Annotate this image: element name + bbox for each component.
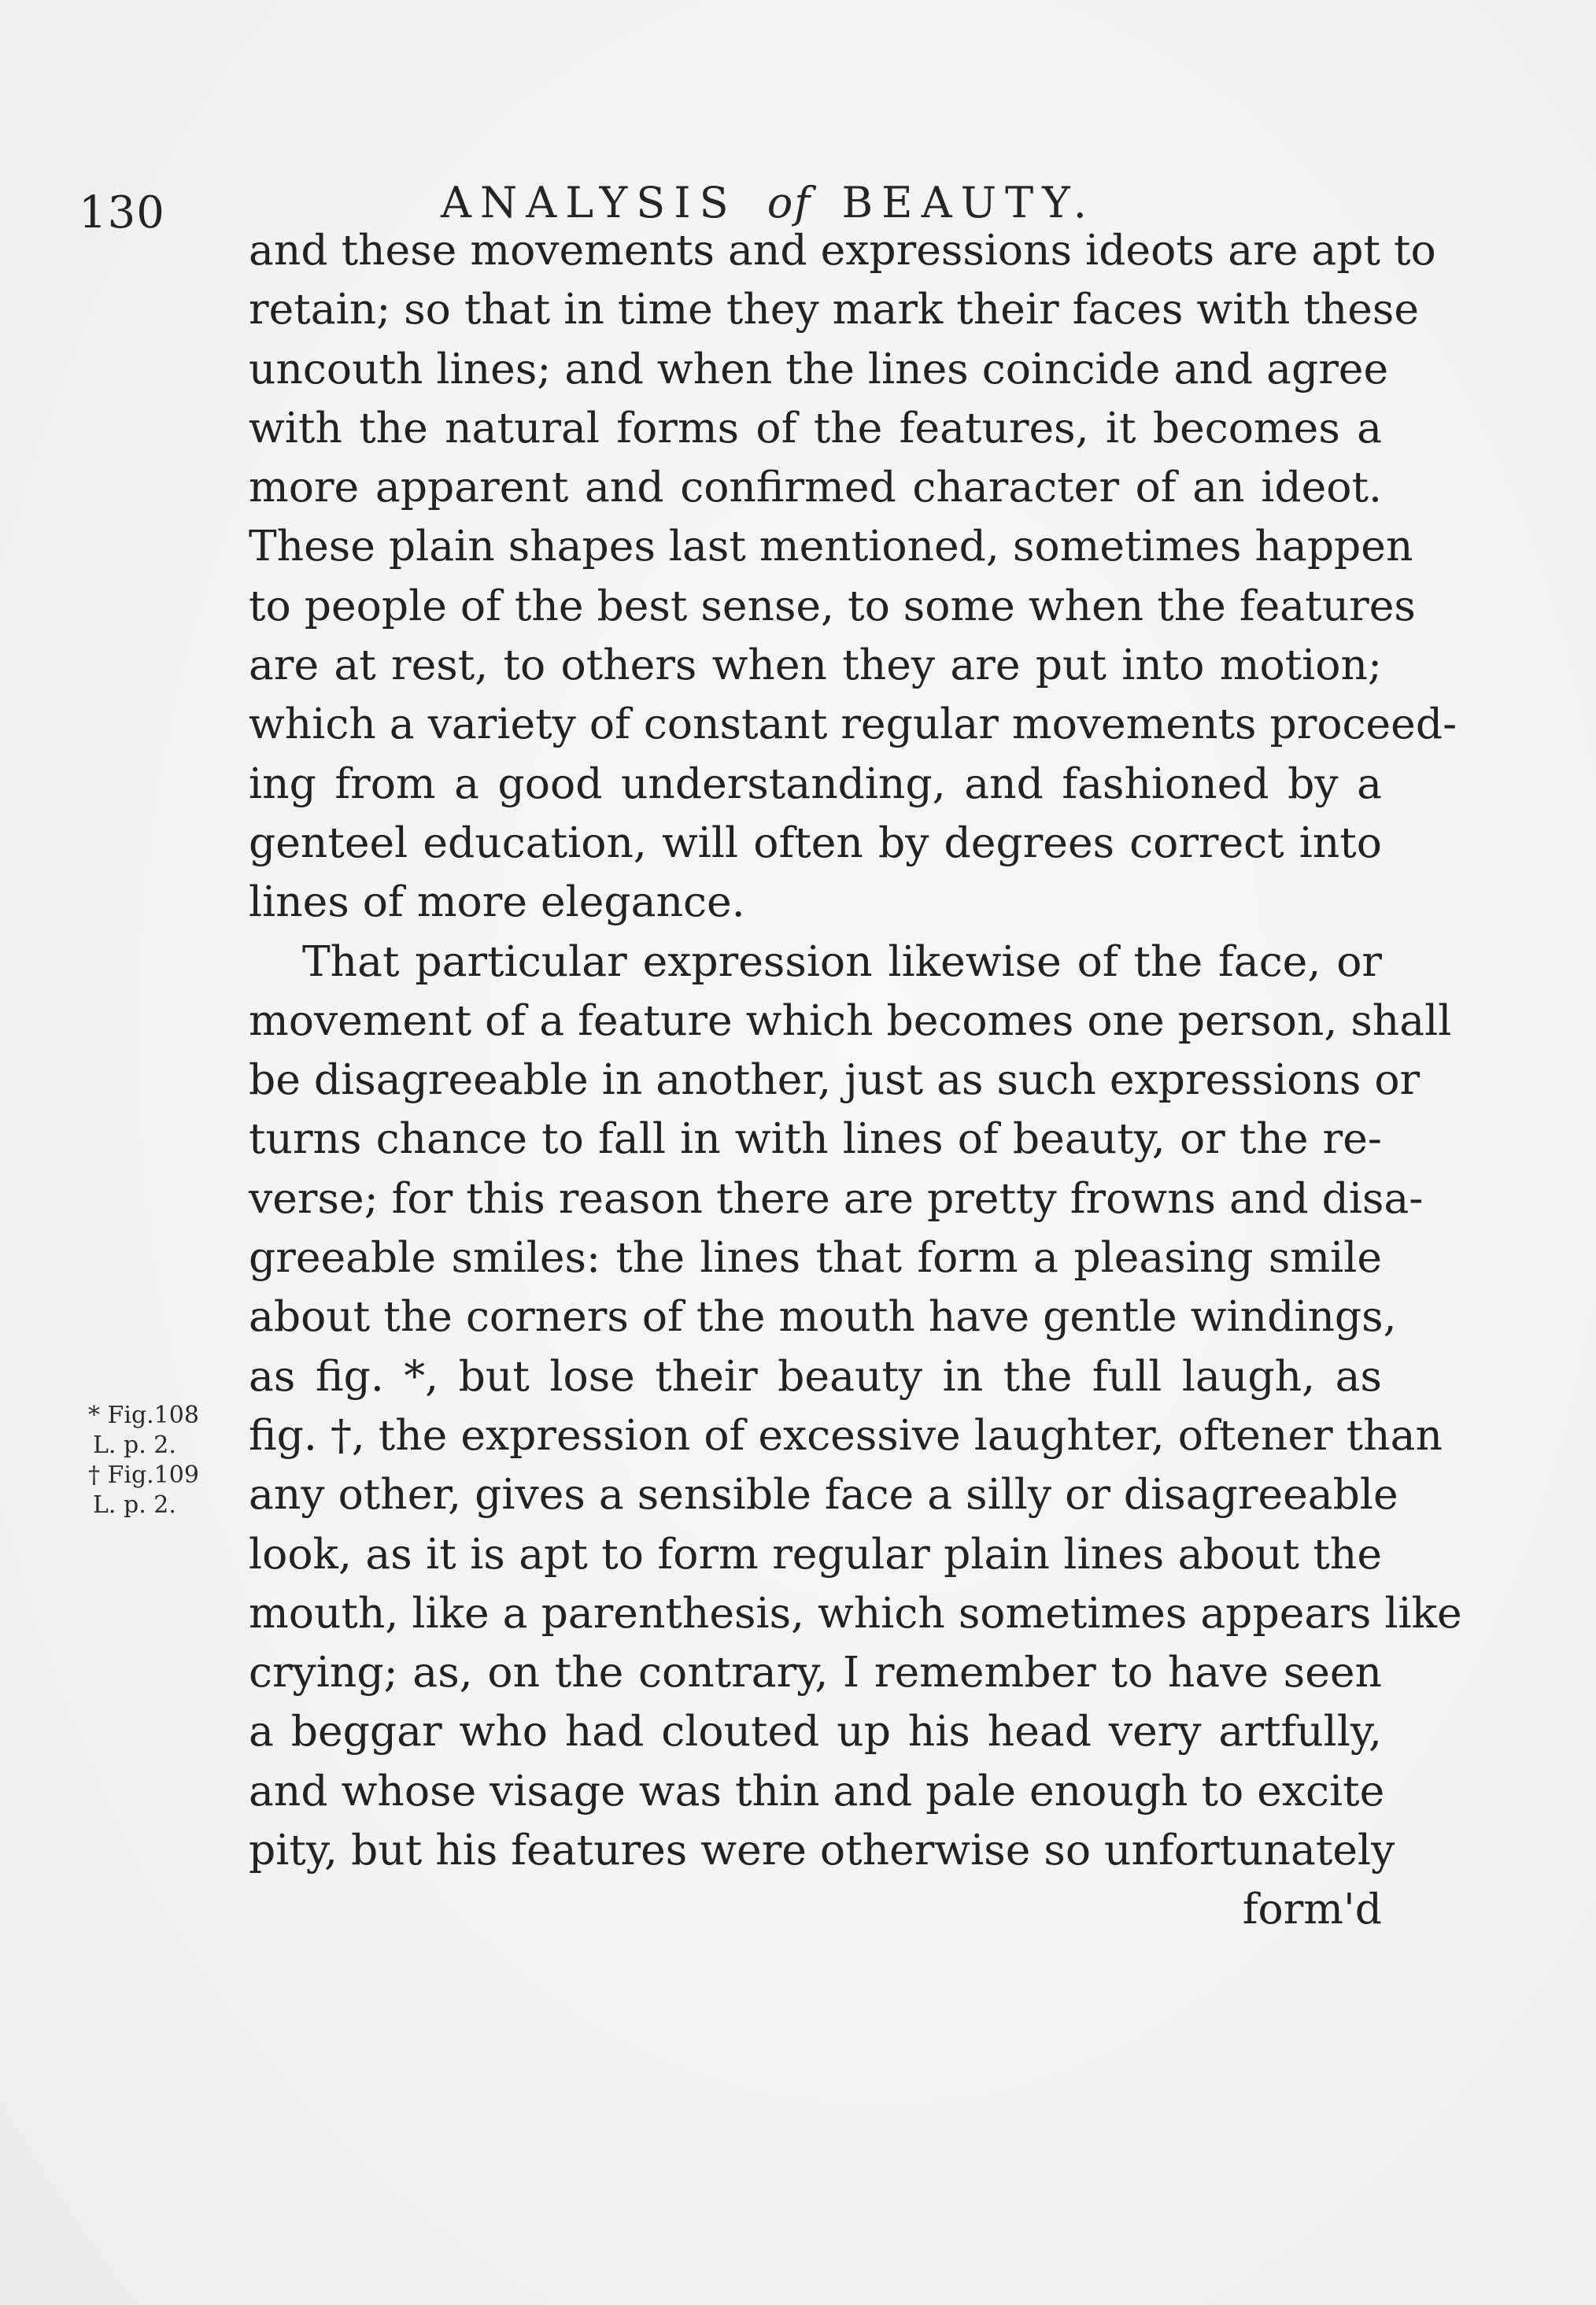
text-line: ing from a good understanding, and fashioned by a (249, 758, 1382, 808)
text-line: mouth, like a parenthesis, which sometimes appears like (249, 1587, 1462, 1638)
margin-note-ref: L. p. 2. (93, 1491, 176, 1519)
catchword: form'd (1242, 1884, 1382, 1934)
margin-note-ref: L. p. 2. (93, 1431, 176, 1459)
text-line: be disagreeable in another, just as such expressions or (249, 1055, 1421, 1105)
text-line: more apparent and confirmed character of an ideot. (249, 462, 1382, 512)
margin-note-fig108: * Fig.108 (88, 1402, 199, 1429)
text-line: fig. †, the expression of excessive laughter, oftener than (249, 1409, 1443, 1460)
text-line: retain; so that in time they mark their faces with these (249, 284, 1420, 334)
text-line: with the natural forms of the features, it becomes a (249, 402, 1382, 453)
margin-notes (88, 1401, 230, 1520)
text-line: any other, gives a sensible face a silly or disagreeable (249, 1469, 1398, 1520)
text-line: and these movements and expressions ideots are apt to (249, 225, 1436, 275)
text-line: These plain shapes last mentioned, sometimes happen (249, 521, 1413, 571)
text-line: pity, but his features were otherwise so unfortunately (249, 1825, 1395, 1875)
text-line: are at rest, to others when they are put into motion; (249, 640, 1382, 690)
text-line: turns chance to fall in with lines of beauty, or the re- (249, 1114, 1382, 1164)
running-head-title-part1: ANALYSIS (441, 178, 737, 227)
body-text (249, 220, 1462, 1939)
text-line: genteel education, will often by degrees correct into (249, 817, 1382, 867)
running-head-title-part2: BEAUTY. (841, 178, 1095, 227)
text-line: look, as it is apt to form regular plain lines about the (249, 1528, 1382, 1579)
page-number: 130 (79, 187, 165, 238)
margin-note-fig109: † Fig.109 (88, 1461, 199, 1489)
text-line: movement of a feature which becomes one person, shall (249, 995, 1452, 1045)
text-line: and whose visage was thin and pale enough to excite (249, 1765, 1385, 1816)
text-line: lines of more elegance. (249, 877, 745, 927)
text-line: to people of the best sense, to some when the features (249, 580, 1416, 630)
text-line: a beggar who had clouted up his head very artfully, (249, 1706, 1382, 1756)
text-line: uncouth lines; and when the lines coincide and agree (249, 343, 1389, 393)
text-line: verse; for this reason there are pretty frowns and disa- (249, 1173, 1424, 1223)
text-line: greeable smiles: the lines that form a pleasing smile (249, 1232, 1382, 1283)
running-head-of: of (767, 178, 812, 227)
paragraph-first-line: That particular expression likewise of the face, or (302, 936, 1382, 986)
text-line: crying; as, on the contrary, I remember to have seen (249, 1647, 1382, 1697)
text-line: as fig. *, but lose their beauty in the full laugh, as (249, 1350, 1382, 1401)
text-line: about the corners of the mouth have gentle windings, (249, 1291, 1397, 1342)
text-line: which a variety of constant regular movements proceed- (249, 699, 1457, 749)
